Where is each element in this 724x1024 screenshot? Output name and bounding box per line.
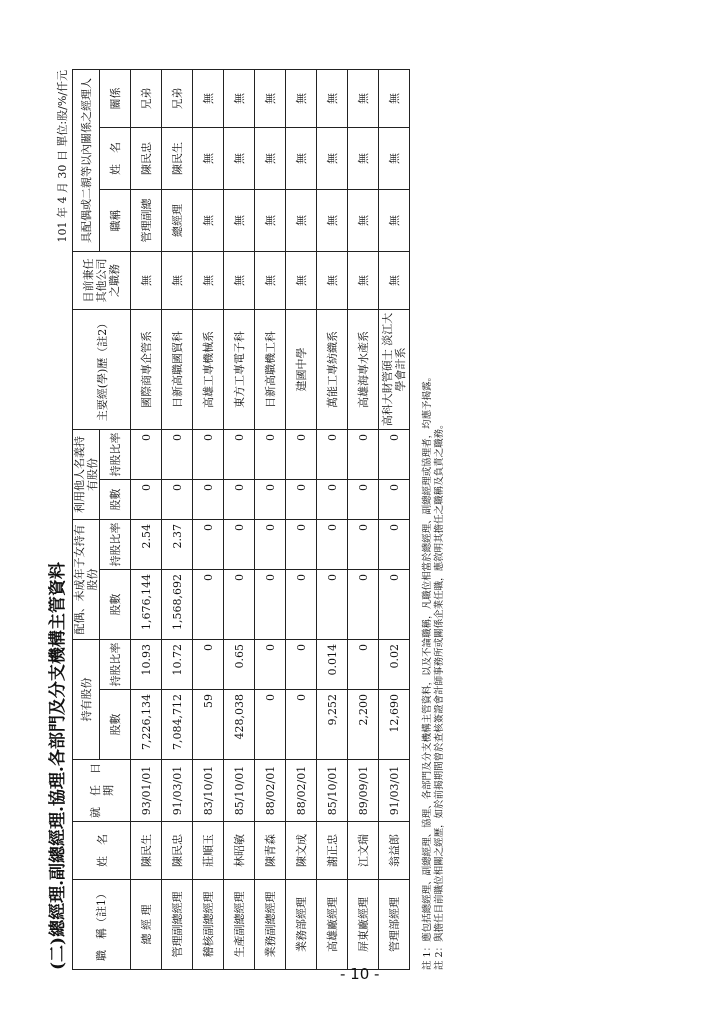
- cell-concurrent: 無: [131, 252, 162, 310]
- table-row: [317, 69, 348, 969]
- cell-date: 85/10/01: [224, 760, 255, 822]
- header-holding: 持有股份: [73, 640, 100, 760]
- footnote-2: 註 2：與擔任目前職位相關之經歷，如於前揭期間曾於查核簽證會計師事務所或關係企業任職，應敘明其擔任之職稱及負責之職務。: [434, 419, 445, 970]
- table-row: [255, 69, 286, 969]
- cell-nm-shares: 0: [317, 480, 348, 520]
- cell-rel-name: 無: [224, 128, 255, 190]
- cell-sp-ratio: 2.37: [162, 520, 193, 570]
- cell-sp-shares: 1,568,692: [162, 570, 193, 640]
- cell-rel-relation: 兄弟: [162, 69, 193, 127]
- cell-sp-shares: 0: [193, 570, 224, 640]
- footnote-1: 註 1：應包括總經理、副總經理、協理、各部門及分支機構主管資料，以及不論職稱，凡職位相當於總經理、副總經理或協理者，均應予揭露。: [422, 371, 433, 970]
- cell-education: 高科大財管碩士 淡江大學會計系: [379, 310, 410, 430]
- cell-nm-ratio: 0: [348, 430, 379, 480]
- header-sp-ratio: 持股比率: [100, 520, 131, 570]
- cell-nm-shares: 0: [162, 480, 193, 520]
- cell-title: 屏東廠經理: [348, 880, 379, 970]
- cell-date: 88/02/01: [286, 760, 317, 822]
- cell-concurrent: 無: [348, 252, 379, 310]
- cell-sp-ratio: 0: [193, 520, 224, 570]
- cell-title: 業務副總經理: [255, 880, 286, 970]
- cell-ratio: 0.014: [317, 640, 348, 690]
- cell-rel-name: 無: [317, 128, 348, 190]
- page-title: (二)總經理.副總經理.協理.各部門及分支機構主管資料: [48, 562, 68, 970]
- cell-ratio: 10.72: [162, 640, 193, 690]
- cell-shares: 428,038: [224, 690, 255, 760]
- cell-nm-shares: 0: [348, 480, 379, 520]
- cell-rel-title: 無: [348, 190, 379, 252]
- cell-title: 業務部經理: [286, 880, 317, 970]
- cell-ratio: 0: [348, 640, 379, 690]
- cell-ratio: 0: [286, 640, 317, 690]
- header-rel-relation: 關係: [100, 69, 131, 127]
- header-rel-name: 姓 名: [100, 128, 131, 190]
- cell-rel-name: 陳民生: [162, 128, 193, 190]
- table-row: [193, 69, 224, 969]
- page-number: - 10 -: [340, 965, 380, 983]
- cell-title: 管理部經理: [379, 880, 410, 970]
- header-title: 職 稱（註1）: [73, 880, 131, 970]
- cell-name: 莊順玉: [193, 822, 224, 880]
- cell-rel-relation: 無: [348, 69, 379, 127]
- cell-nm-ratio: 0: [255, 430, 286, 480]
- cell-shares: 59: [193, 690, 224, 760]
- header-date: 就 任 日 期: [73, 760, 131, 822]
- header-education: 主要經(學)歷（註2）: [73, 310, 131, 430]
- cell-name: 陳青森: [255, 822, 286, 880]
- cell-name: 陳民忠: [162, 822, 193, 880]
- cell-name: 陳民生: [131, 822, 162, 880]
- cell-sp-ratio: 0: [286, 520, 317, 570]
- cell-sp-ratio: 0: [379, 520, 410, 570]
- header-name: 姓 名: [73, 822, 131, 880]
- cell-name: 江文瑞: [348, 822, 379, 880]
- cell-nm-shares: 0: [255, 480, 286, 520]
- cell-sp-shares: 0: [224, 570, 255, 640]
- cell-title: 總 經 理: [131, 880, 162, 970]
- cell-rel-title: 無: [224, 190, 255, 252]
- cell-ratio: 0: [255, 640, 286, 690]
- cell-date: 85/10/01: [317, 760, 348, 822]
- cell-ratio: 10.93: [131, 640, 162, 690]
- managers-table: [72, 69, 410, 970]
- cell-date: 91/03/01: [379, 760, 410, 822]
- cell-concurrent: 無: [193, 252, 224, 310]
- cell-sp-shares: 0: [379, 570, 410, 640]
- table-row: [162, 69, 193, 969]
- cell-ratio: 0.65: [224, 640, 255, 690]
- cell-shares: 9,252: [317, 690, 348, 760]
- cell-nm-shares: 0: [131, 480, 162, 520]
- header-nm-shares: 股數: [100, 480, 131, 520]
- cell-sp-shares: 0: [348, 570, 379, 640]
- cell-shares: 7,084,712: [162, 690, 193, 760]
- cell-title: 生產副總經理: [224, 880, 255, 970]
- cell-nm-shares: 0: [286, 480, 317, 520]
- cell-sp-ratio: 0: [348, 520, 379, 570]
- cell-rel-relation: 無: [224, 69, 255, 127]
- cell-name: 謝正忠: [317, 822, 348, 880]
- cell-rel-name: 無: [379, 128, 410, 190]
- cell-rel-relation: 無: [255, 69, 286, 127]
- cell-date: 83/10/01: [193, 760, 224, 822]
- cell-concurrent: 無: [224, 252, 255, 310]
- cell-title: 管理副總經理: [162, 880, 193, 970]
- header-relative: 具配偶或二親等以內關係之經理人: [73, 69, 100, 251]
- cell-nm-shares: 0: [224, 480, 255, 520]
- header-nominee-holding: 利用他人名義持有股份: [73, 430, 100, 520]
- cell-title: 稽核副總經理: [193, 880, 224, 970]
- cell-rel-name: 無: [348, 128, 379, 190]
- cell-education: 高雄工專機械系: [193, 310, 224, 430]
- cell-rel-relation: 無: [286, 69, 317, 127]
- cell-rel-title: 無: [317, 190, 348, 252]
- cell-rel-name: 無: [193, 128, 224, 190]
- cell-rel-title: 管理副總: [131, 190, 162, 252]
- header-nm-ratio: 持股比率: [100, 430, 131, 480]
- cell-rel-relation: 無: [317, 69, 348, 127]
- cell-sp-ratio: 2.54: [131, 520, 162, 570]
- cell-rel-relation: 無: [193, 69, 224, 127]
- cell-nm-ratio: 0: [317, 430, 348, 480]
- cell-rel-title: 總經理: [162, 190, 193, 252]
- unit-note: 101 年 4 月 30 日 單位:股/%/仟元: [56, 70, 69, 243]
- cell-rel-title: 無: [379, 190, 410, 252]
- cell-nm-ratio: 0: [131, 430, 162, 480]
- cell-sp-shares: 0: [255, 570, 286, 640]
- cell-education: 日新高職機工科: [255, 310, 286, 430]
- cell-rel-name: 無: [286, 128, 317, 190]
- header-rel-title: 職稱: [100, 190, 131, 252]
- cell-rel-relation: 無: [379, 69, 410, 127]
- cell-sp-shares: 0: [317, 570, 348, 640]
- header-shares: 股數: [100, 690, 131, 760]
- cell-date: 91/03/01: [162, 760, 193, 822]
- cell-name: 林昭敏: [224, 822, 255, 880]
- cell-rel-title: 無: [193, 190, 224, 252]
- cell-sp-ratio: 0: [224, 520, 255, 570]
- cell-education: 日新高職國貿科: [162, 310, 193, 430]
- cell-nm-shares: 0: [193, 480, 224, 520]
- cell-concurrent: 無: [255, 252, 286, 310]
- cell-nm-shares: 0: [379, 480, 410, 520]
- table-row: [224, 69, 255, 969]
- header-concurrent: 目前兼任其他公司之職務: [73, 252, 131, 310]
- cell-name: 陳文成: [286, 822, 317, 880]
- cell-rel-name: 陳民忠: [131, 128, 162, 190]
- cell-education: 國際商專企管系: [131, 310, 162, 430]
- cell-rel-name: 無: [255, 128, 286, 190]
- cell-title: 高雄廠經理: [317, 880, 348, 970]
- cell-ratio: 0.02: [379, 640, 410, 690]
- cell-sp-shares: 0: [286, 570, 317, 640]
- cell-rel-title: 無: [286, 190, 317, 252]
- cell-sp-ratio: 0: [255, 520, 286, 570]
- cell-date: 88/02/01: [255, 760, 286, 822]
- header-spouse-holding: 配偶、未成年子女持有股份: [73, 520, 100, 640]
- cell-date: 93/01/01: [131, 760, 162, 822]
- cell-shares: 7,226,134: [131, 690, 162, 760]
- cell-nm-ratio: 0: [193, 430, 224, 480]
- cell-concurrent: 無: [317, 252, 348, 310]
- cell-rel-relation: 兄弟: [131, 69, 162, 127]
- cell-shares: 0: [255, 690, 286, 760]
- header-sp-shares: 股數: [100, 570, 131, 640]
- table-row: [286, 69, 317, 969]
- header-ratio: 持股比率: [100, 640, 131, 690]
- cell-sp-shares: 1,676,144: [131, 570, 162, 640]
- cell-shares: 2,200: [348, 690, 379, 760]
- cell-education: 東方工專電子科: [224, 310, 255, 430]
- cell-education: 萬能工專紡織系: [317, 310, 348, 430]
- cell-nm-ratio: 0: [224, 430, 255, 480]
- cell-concurrent: 無: [286, 252, 317, 310]
- cell-date: 89/09/01: [348, 760, 379, 822]
- cell-sp-ratio: 0: [317, 520, 348, 570]
- cell-shares: 12,690: [379, 690, 410, 760]
- table-row: [348, 69, 379, 969]
- cell-nm-ratio: 0: [379, 430, 410, 480]
- cell-nm-ratio: 0: [286, 430, 317, 480]
- cell-name: 翁益郎: [379, 822, 410, 880]
- cell-concurrent: 無: [162, 252, 193, 310]
- table-row: [131, 69, 162, 969]
- cell-nm-ratio: 0: [162, 430, 193, 480]
- cell-education: 高雄海專水產系: [348, 310, 379, 430]
- cell-education: 建國中學: [286, 310, 317, 430]
- cell-ratio: 0: [193, 640, 224, 690]
- rotated-page-content: [44, 70, 444, 970]
- table-row: [379, 69, 410, 969]
- cell-shares: 0: [286, 690, 317, 760]
- cell-rel-title: 無: [255, 190, 286, 252]
- footnotes: [422, 70, 446, 970]
- cell-concurrent: 無: [379, 252, 410, 310]
